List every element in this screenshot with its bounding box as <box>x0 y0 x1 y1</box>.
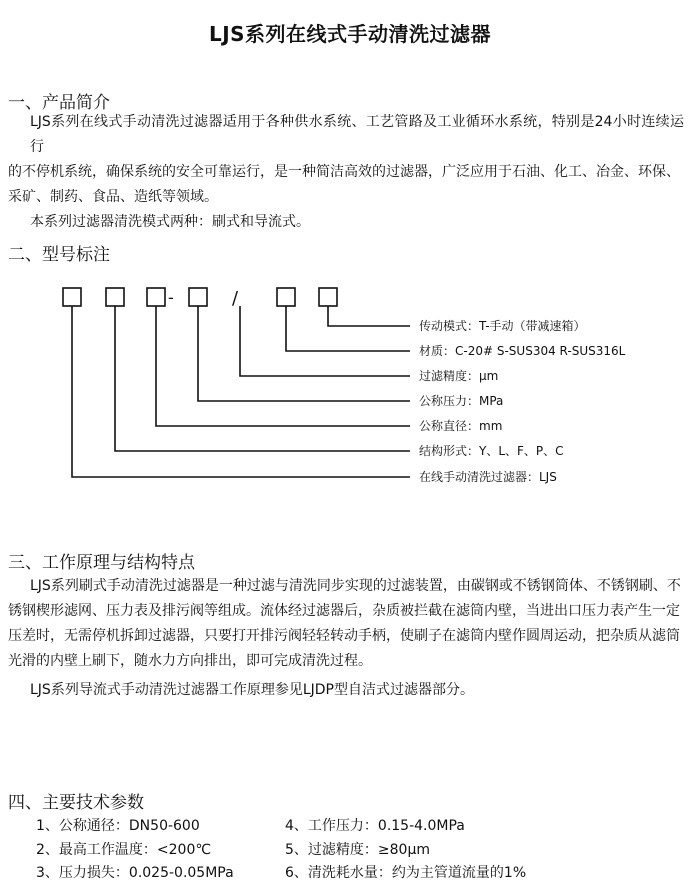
param-max-temp: 2、最高工作温度：<200℃ <box>36 842 212 858</box>
param-filter-precision: 5、过滤精度：≥80μm <box>285 842 430 858</box>
principle-line-2: 锈钢楔形滤网、压力表及排污阀等组成。流体经过滤器后，杂质被拦截在滤筒内壁，当进出口压力表产生一定 <box>8 603 680 619</box>
code-box-4 <box>189 288 207 306</box>
label-structure-form: 结构形式：Y、L、F、P、C <box>419 444 564 458</box>
model-code-lines <box>0 280 700 495</box>
label-filter-precision: 过滤精度：μm <box>419 369 499 383</box>
param-pressure-loss: 3、压力损失：0.025-0.05MPa <box>36 865 234 881</box>
code-slash: / <box>232 288 239 309</box>
leader-7 <box>328 306 410 326</box>
intro-paragraph <box>8 110 684 235</box>
label-product-code: 在线手动清洗过滤器：LJS <box>419 470 557 484</box>
principle-line-5: LJS系列导流式手动清洗过滤器工作原理参见LJDP型自洁式过滤器部分。 <box>30 682 474 698</box>
leader-4 <box>198 306 410 401</box>
intro-line-4: 本系列过滤器清洗模式两种：刷式和导流式。 <box>30 214 310 230</box>
section-heading-params: 四、主要技术参数 <box>8 793 144 813</box>
principle-line-3: 压差时，无需停机拆卸过滤器，只要打开排污阀轻轻转动手柄，使刷子在滤筒内壁作圆周运动，把杂质从滤筒 <box>8 628 680 644</box>
intro-line-3: 采矿、制药、食品、造纸等领域。 <box>8 189 218 205</box>
code-box-7 <box>319 288 337 306</box>
section-heading-model: 二、型号标注 <box>8 245 110 265</box>
leader-3 <box>156 306 410 426</box>
code-box-2 <box>106 288 124 306</box>
principle-line-4: 光滑的内壁上刷下，随水力方向排出，即可完成清洗过程。 <box>8 653 372 669</box>
code-box-3 <box>147 288 165 306</box>
intro-line-2: 的不停机系统，确保系统的安全可靠运行，是一种简洁高效的过滤器，广泛应用于石油、化工、冶金、环保、 <box>8 164 680 180</box>
param-working-pressure: 4、工作压力：0.15-4.0MPa <box>285 818 465 834</box>
leader-6 <box>286 306 410 351</box>
page-title: LJS系列在线式手动清洗过滤器 <box>208 22 492 46</box>
label-nominal-diameter: 公称直径：mm <box>419 419 503 433</box>
label-drive-mode: 传动模式：T-手动（带减速箱） <box>419 319 586 333</box>
param-water-consumption: 6、清洗耗水量：约为主管道流量的1% <box>285 865 527 881</box>
code-dash: - <box>168 288 174 307</box>
param-nominal-bore: 1、公称通径：DN50-600 <box>36 818 200 834</box>
intro-line-1: LJS系列在线式手动清洗过滤器适用于各种供水系统、工艺管路及工业循环水系统，特别是24小时连续运行 <box>30 114 684 155</box>
section-heading-intro: 一、产品简介 <box>8 93 110 113</box>
label-nominal-pressure: 公称压力：MPa <box>419 394 504 408</box>
principle-line-1: LJS系列刷式手动清洗过滤器是一种过滤与清洗同步实现的过滤装置，由碳钢或不锈钢筒体、不锈钢刷、不 <box>30 578 681 594</box>
section-heading-principle: 三、工作原理与结构特点 <box>8 553 195 573</box>
label-material: 材质：C-20# S-SUS304 R-SUS316L <box>419 344 626 358</box>
leader-2 <box>115 306 410 451</box>
leader-5 <box>240 306 410 376</box>
model-code-diagram <box>0 280 700 495</box>
principle-paragraph <box>8 574 684 703</box>
code-box-1 <box>63 288 81 306</box>
code-box-6 <box>277 288 295 306</box>
